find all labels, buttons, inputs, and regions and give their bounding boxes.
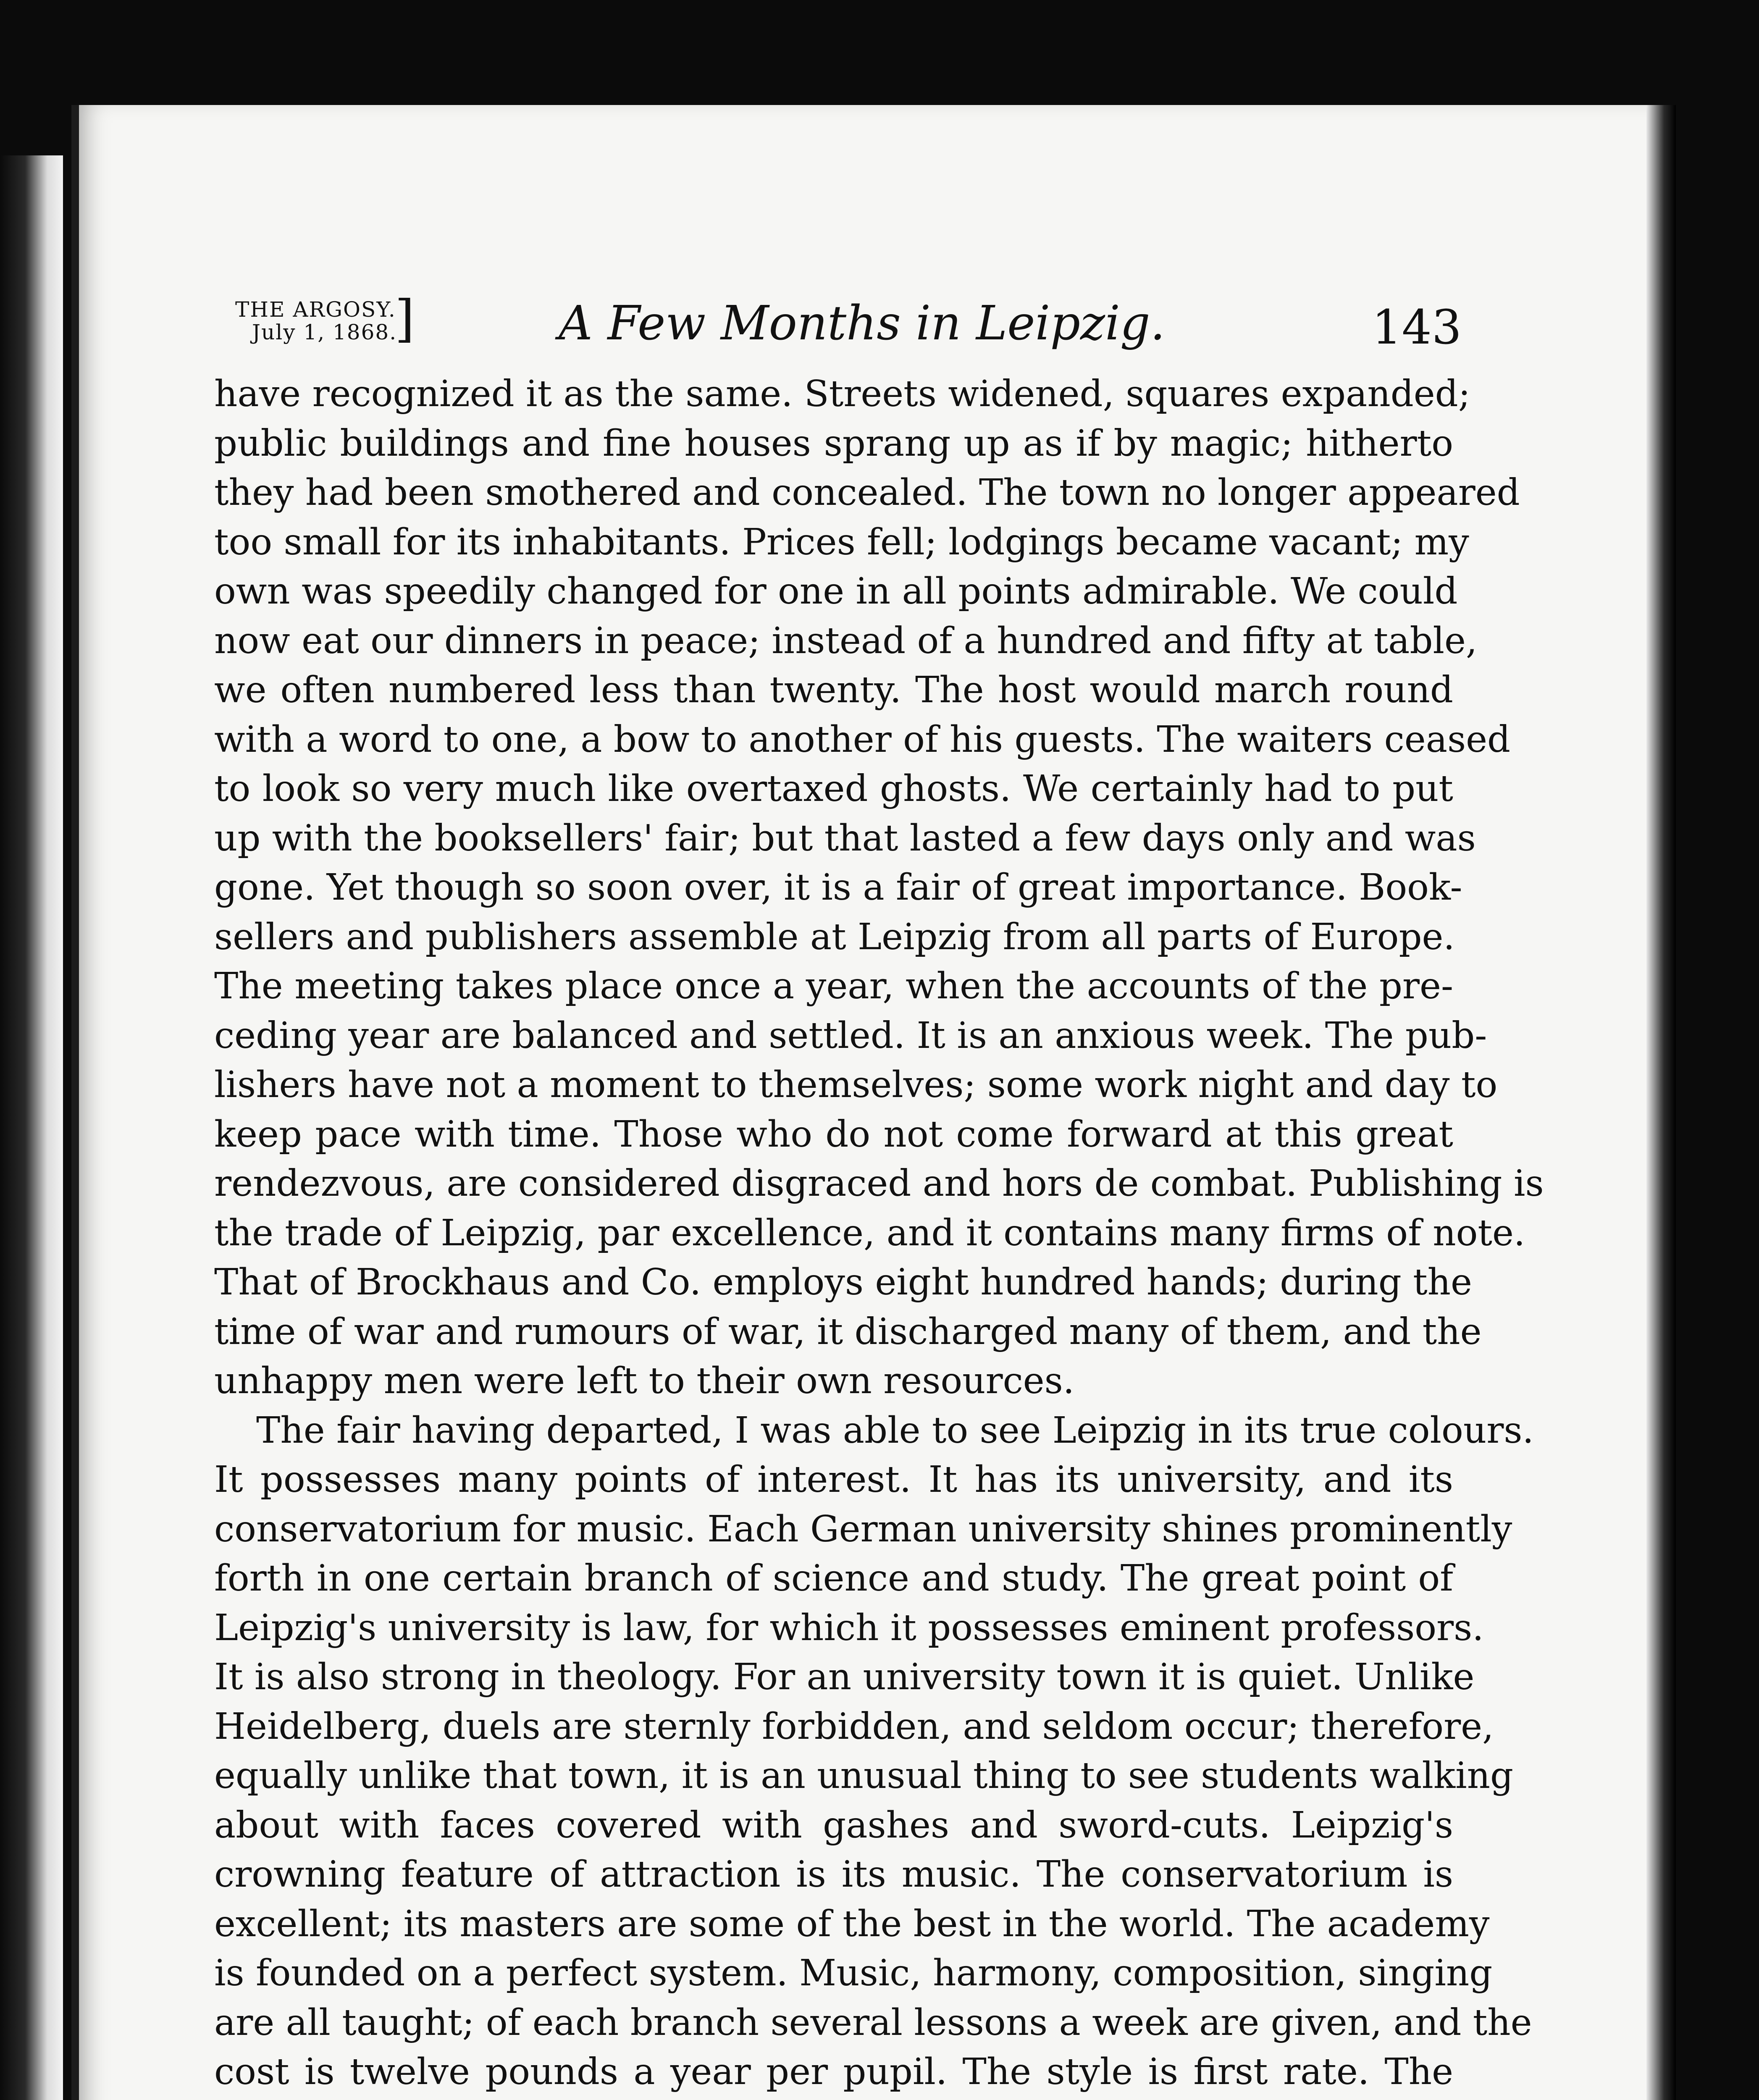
text-line: to look so very much like overtaxed ghosts. We certainly had to put <box>214 768 1453 810</box>
left-page-edge <box>0 155 63 2100</box>
header-bracket: ] <box>395 290 415 348</box>
text-line: sellers and publishers assemble at Leipzig from all parts of Europe. <box>214 916 1455 958</box>
text-line <box>214 2097 1453 2100</box>
text-line: It is also strong in theology. For an university town it is quiet. Unlike <box>214 1656 1475 1698</box>
page-number: 143 <box>1372 300 1462 355</box>
text-line: gone. Yet though so soon over, it is a fair of great importance. Book- <box>214 866 1462 908</box>
header-source <box>235 298 403 344</box>
text-line: the trade of Leipzig, par excellence, and it contains many firms of note. <box>214 1212 1525 1254</box>
running-header <box>235 290 1462 361</box>
text-line: ceding year are balanced and settled. It is an anxious week. The pub- <box>214 1014 1487 1057</box>
body-text <box>214 370 1544 2100</box>
text-line: cost is twelve pounds a year per pupil. The style is first rate. The <box>214 2051 1453 2093</box>
text-line: conservatorium for music. Each German university shines prominently <box>214 1508 1512 1550</box>
text-line: have recognized it as the same. Streets widened, squares expanded; <box>214 373 1470 415</box>
text-line: time of war and rumours of war, it discharged many of them, and the <box>214 1310 1482 1353</box>
text-line: too small for its inhabitants. Prices fell; lodgings became vacant; my <box>214 521 1469 563</box>
text-line: own was speedily changed for one in all points admirable. We could <box>214 570 1458 612</box>
text-line: rendezvous, are considered disgraced and hors de combat. Publishing is <box>214 1163 1544 1205</box>
text-line: up with the booksellers' fair; but that lasted a few days only and was <box>214 817 1476 859</box>
text-line: public buildings and fine houses sprang up as if by magic; hitherto <box>214 422 1453 465</box>
text-line: crowning feature of attraction is its music. The conservatorium is <box>214 1853 1453 1895</box>
text-line: about with faces covered with gashes and sword-cuts. Leipzig's <box>214 1804 1453 1846</box>
text-line: are all taught; of each branch several lessons a week are given, and the <box>214 2001 1532 2044</box>
text-line: Heidelberg, duels are sternly forbidden, and seldom occur; therefore, <box>214 1705 1494 1748</box>
right-page-edge <box>1646 105 1676 2100</box>
text-line: forth in one certain branch of science and study. The great point of <box>214 1557 1453 1599</box>
text-line: That of Brockhaus and Co. employs eight hundred hands; during the <box>214 1261 1472 1303</box>
text-line: equally unlike that town, it is an unusual thing to see students walking <box>214 1755 1514 1797</box>
text-line: It possesses many points of interest. It has its university, and its <box>214 1459 1453 1501</box>
text-line: they had been smothered and concealed. The town no longer appeared <box>214 472 1520 514</box>
text-line: with a word to one, a bow to another of his guests. The waiters ceased <box>214 718 1511 761</box>
text-line: keep pace with time. Those who do not come forward at this great <box>214 1113 1453 1155</box>
text-line: lishers have not a moment to themselves; some work night and day to <box>214 1064 1498 1106</box>
header-source-date: July 1, 1868. <box>252 320 397 344</box>
paragraph-start-line: The fair having departed, I was able to see Leipzig in its true colours. <box>256 1409 1534 1452</box>
page-title: A Few Months in Leipzig. <box>559 296 1166 351</box>
text-line: is founded on a perfect system. Music, harmony, composition, singing <box>214 1952 1493 1994</box>
text-line: now eat our dinners in peace; instead of a hundred and fifty at table, <box>214 620 1478 662</box>
paragraph-end-line: unhappy men were left to their own resources. <box>214 1360 1075 1402</box>
text-line: Leipzig's university is law, for which it possesses eminent professors. <box>214 1606 1484 1649</box>
header-source-magazine: THE ARGOSY. <box>235 297 396 322</box>
text-line: we often numbered less than twenty. The host would march round <box>214 669 1453 711</box>
text-line: The meeting takes place once a year, when the accounts of the pre- <box>214 965 1453 1007</box>
text-line: excellent; its masters are some of the best in the world. The academy <box>214 1903 1490 1945</box>
